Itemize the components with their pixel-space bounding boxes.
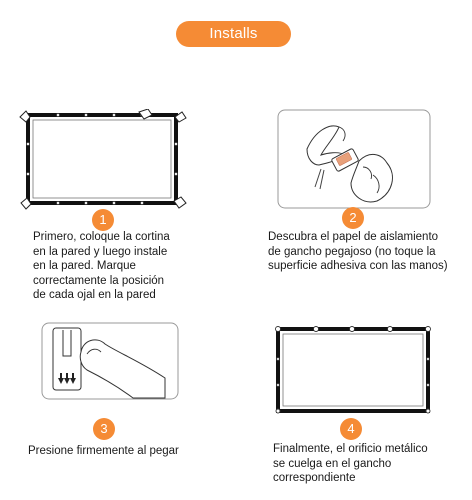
step-4-caption — [273, 442, 428, 486]
step-1-illustration — [18, 109, 190, 211]
caption-line: superficie adhesiva con las manos) — [268, 260, 448, 272]
step-1-caption — [33, 230, 170, 303]
caption-line: correspondiente — [273, 472, 356, 484]
step-3-illustration — [41, 322, 179, 400]
step-3-number: 3 — [93, 418, 115, 440]
hand-peeling-paper-drawing — [277, 109, 431, 209]
caption-line: en la pared. Marque — [33, 260, 136, 272]
caption-line: de gancho pegajoso (no toque la — [268, 245, 436, 258]
step-4-number: 4 — [340, 418, 362, 440]
caption-line: Descubra el papel de aislamiento — [268, 231, 439, 243]
caption-line: se cuelga en el gancho — [273, 457, 392, 470]
step-1-number: 1 — [92, 209, 114, 231]
step-2-illustration — [277, 109, 431, 209]
step-2-number: 2 — [342, 207, 364, 229]
caption-line: Presione firmemente al pegar — [28, 445, 179, 457]
step-2-caption — [268, 230, 448, 274]
installs-title-badge: Installs — [176, 21, 291, 47]
step-4-illustration — [272, 323, 434, 415]
screen-with-corner-hooks-drawing — [18, 109, 190, 211]
caption-line: en la pared y luego instale — [33, 245, 168, 258]
caption-line: correctamente la posición — [33, 274, 165, 287]
caption-line: Finalmente, el orificio metálico — [273, 443, 428, 455]
caption-line: Primero, coloque la cortina — [33, 231, 170, 243]
caption-line: de cada ojal en la pared — [33, 289, 156, 301]
hung-screen-drawing — [272, 323, 434, 415]
step-3-caption — [28, 444, 179, 459]
thumb-pressing-hook-drawing — [41, 322, 179, 400]
